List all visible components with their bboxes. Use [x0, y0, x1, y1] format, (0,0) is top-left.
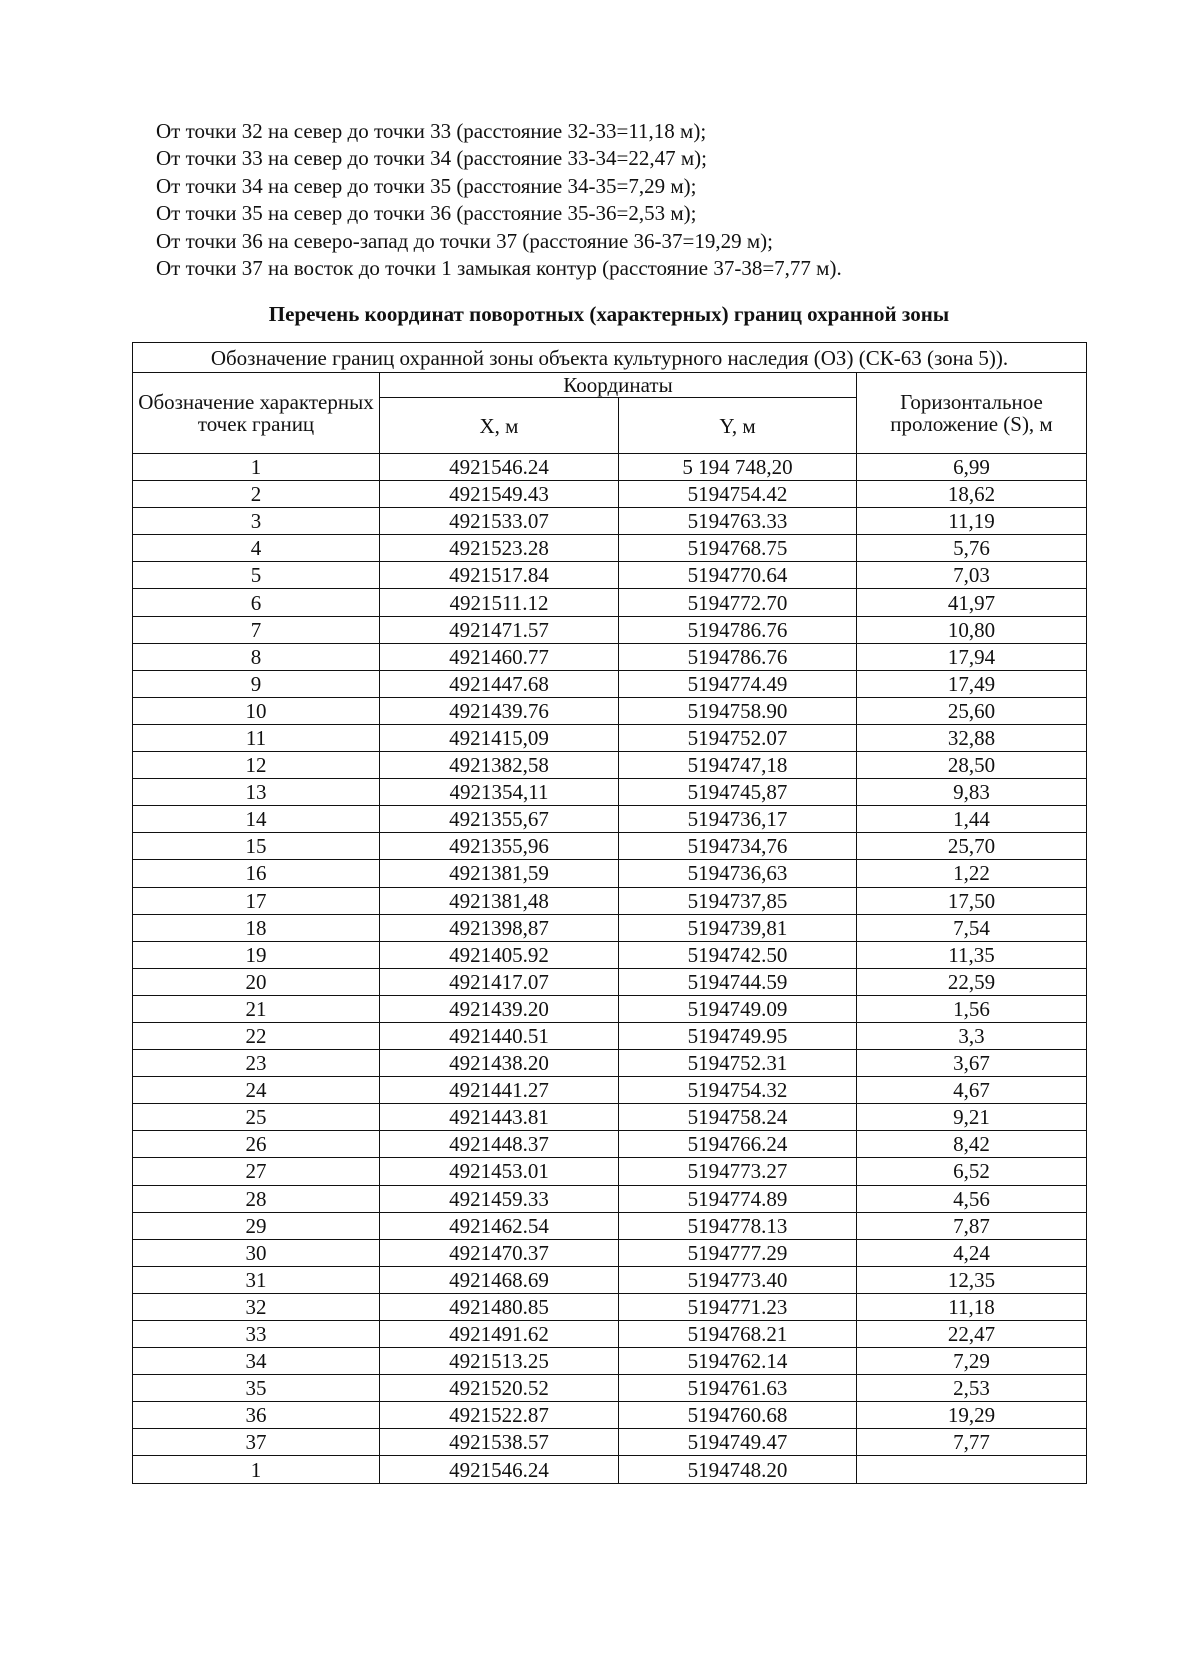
cell-point: 33: [133, 1321, 380, 1348]
cell-y: 5194778.13: [619, 1212, 857, 1239]
cell-y: 5194736,63: [619, 860, 857, 887]
table-row: [133, 589, 1087, 616]
table-row: [133, 724, 1087, 751]
cell-point: 25: [133, 1104, 380, 1131]
cell-y: 5194744.59: [619, 968, 857, 995]
cell-y: 5194749.95: [619, 1022, 857, 1049]
table-row: [133, 616, 1087, 643]
cell-y: 5194737,85: [619, 887, 857, 914]
cell-distance: 4,24: [857, 1239, 1087, 1266]
table-title: Перечень координат поворотных (характерных) границ охранной зоны: [268, 302, 950, 326]
cell-distance: 32,88: [857, 724, 1087, 751]
cell-y: 5194766.24: [619, 1131, 857, 1158]
cell-y: 5194774.49: [619, 670, 857, 697]
cell-y: 5194758.90: [619, 697, 857, 724]
cell-x: 4921438.20: [380, 1050, 619, 1077]
table-row: [133, 562, 1087, 589]
cell-y: 5194752.31: [619, 1050, 857, 1077]
cell-point: 15: [133, 833, 380, 860]
cell-distance: [857, 1456, 1087, 1483]
table-row: [133, 535, 1087, 562]
cell-x: 4921471.57: [380, 616, 619, 643]
table-row: [133, 833, 1087, 860]
cell-distance: 4,56: [857, 1185, 1087, 1212]
cell-distance: 3,67: [857, 1050, 1087, 1077]
cell-x: 4921533.07: [380, 508, 619, 535]
table-row: [133, 1321, 1087, 1348]
table-row: [133, 1212, 1087, 1239]
cell-point: 13: [133, 779, 380, 806]
table-row: [133, 1293, 1087, 1320]
cell-distance: 18,62: [857, 481, 1087, 508]
cell-y: 5194761.63: [619, 1375, 857, 1402]
cell-distance: 7,29: [857, 1348, 1087, 1375]
header-coordinates: Координаты: [380, 373, 857, 398]
table-row: [133, 454, 1087, 481]
cell-point: 31: [133, 1266, 380, 1293]
cell-distance: 12,35: [857, 1266, 1087, 1293]
cell-point: 14: [133, 806, 380, 833]
cell-point: 4: [133, 535, 380, 562]
cell-x: 4921460.77: [380, 643, 619, 670]
cell-point: 26: [133, 1131, 380, 1158]
cell-point: 3: [133, 508, 380, 535]
cell-point: 22: [133, 1022, 380, 1049]
cell-distance: 25,70: [857, 833, 1087, 860]
paragraph-line: От точки 32 на север до точки 33 (расстояние 32-33=11,18 м);: [156, 119, 707, 143]
table-row: [133, 995, 1087, 1022]
header-y: Y, м: [619, 398, 857, 454]
cell-distance: 9,83: [857, 779, 1087, 806]
cell-y: 5194747,18: [619, 752, 857, 779]
table-row: [133, 697, 1087, 724]
header-distance: Горизонтальное проложение (S), м: [857, 373, 1087, 454]
cell-x: 4921440.51: [380, 1022, 619, 1049]
cell-x: 4921441.27: [380, 1077, 619, 1104]
cell-point: 29: [133, 1212, 380, 1239]
table-row: [133, 670, 1087, 697]
cell-x: 4921439.20: [380, 995, 619, 1022]
cell-point: 24: [133, 1077, 380, 1104]
cell-point: 11: [133, 724, 380, 751]
cell-point: 5: [133, 562, 380, 589]
cell-distance: 22,59: [857, 968, 1087, 995]
paragraph-line: От точки 35 на север до точки 36 (расстояние 35-36=2,53 м);: [156, 201, 697, 226]
cell-distance: 7,03: [857, 562, 1087, 589]
cell-point: 17: [133, 887, 380, 914]
cell-y: 5194773.27: [619, 1158, 857, 1185]
paragraph-line: От точки 34 на север до точки 35 (расстояние 34-35=7,29 м);: [156, 173, 697, 198]
table-row: [133, 1402, 1087, 1429]
cell-x: 4921549.43: [380, 481, 619, 508]
cell-point: 23: [133, 1050, 380, 1077]
cell-point: 34: [133, 1348, 380, 1375]
header-point: Обозначение характерных точек границ: [133, 373, 380, 454]
cell-x: 4921398,87: [380, 914, 619, 941]
table-row: [133, 806, 1087, 833]
table-row: [133, 887, 1087, 914]
cell-y: 5194748.20: [619, 1456, 857, 1483]
cell-distance: 22,47: [857, 1321, 1087, 1348]
cell-y: 5194786.76: [619, 643, 857, 670]
cell-distance: 11,18: [857, 1293, 1087, 1320]
coordinates-table: [132, 342, 1087, 1484]
cell-y: 5194786.76: [619, 616, 857, 643]
cell-distance: 17,49: [857, 670, 1087, 697]
cell-y: 5194758.24: [619, 1104, 857, 1131]
cell-y: 5194771.23: [619, 1293, 857, 1320]
table-row: [133, 1104, 1087, 1131]
cell-point: 27: [133, 1158, 380, 1185]
cell-y: 5194777.29: [619, 1239, 857, 1266]
table-row: [133, 1266, 1087, 1293]
cell-point: 28: [133, 1185, 380, 1212]
cell-x: 4921447.68: [380, 670, 619, 697]
cell-distance: 28,50: [857, 752, 1087, 779]
cell-distance: 7,54: [857, 914, 1087, 941]
cell-distance: 25,60: [857, 697, 1087, 724]
cell-distance: 17,50: [857, 887, 1087, 914]
cell-x: 4921491.62: [380, 1321, 619, 1348]
cell-y: 5194745,87: [619, 779, 857, 806]
cell-x: 4921470.37: [380, 1239, 619, 1266]
cell-distance: 10,80: [857, 616, 1087, 643]
cell-distance: 11,19: [857, 508, 1087, 535]
cell-x: 4921381,59: [380, 860, 619, 887]
cell-y: 5194762.14: [619, 1348, 857, 1375]
cell-y: 5194763.33: [619, 508, 857, 535]
table-row: [133, 1158, 1087, 1185]
cell-point: 1: [133, 454, 380, 481]
cell-distance: 41,97: [857, 589, 1087, 616]
cell-distance: 11,35: [857, 941, 1087, 968]
cell-point: 6: [133, 589, 380, 616]
cell-distance: 6,99: [857, 454, 1087, 481]
cell-point: 20: [133, 968, 380, 995]
cell-distance: 9,21: [857, 1104, 1087, 1131]
cell-point: 18: [133, 914, 380, 941]
table-row: [133, 481, 1087, 508]
cell-x: 4921546.24: [380, 454, 619, 481]
cell-point: 19: [133, 941, 380, 968]
cell-y: 5194773.40: [619, 1266, 857, 1293]
cell-point: 7: [133, 616, 380, 643]
table-row: [133, 1050, 1087, 1077]
cell-x: 4921354,11: [380, 779, 619, 806]
cell-point: 37: [133, 1429, 380, 1456]
cell-x: 4921355,67: [380, 806, 619, 833]
table-row: [133, 752, 1087, 779]
cell-y: 5194749.09: [619, 995, 857, 1022]
cell-x: 4921480.85: [380, 1293, 619, 1320]
cell-point: 35: [133, 1375, 380, 1402]
cell-point: 30: [133, 1239, 380, 1266]
table-row: [133, 1077, 1087, 1104]
cell-y: 5194760.68: [619, 1402, 857, 1429]
cell-x: 4921523.28: [380, 535, 619, 562]
paragraph-line: От точки 33 на север до точки 34 (расстояние 33-34=22,47 м);: [156, 146, 707, 171]
table-row: [133, 643, 1087, 670]
cell-y: 5194736,17: [619, 806, 857, 833]
table-row: [133, 968, 1087, 995]
cell-y: 5194742.50: [619, 941, 857, 968]
cell-point: 1: [133, 1456, 380, 1483]
table-row: [133, 941, 1087, 968]
table-row: [133, 860, 1087, 887]
boundary-description: [156, 118, 842, 282]
table-row: [133, 1239, 1087, 1266]
cell-distance: 6,52: [857, 1158, 1087, 1185]
cell-point: 10: [133, 697, 380, 724]
cell-distance: 5,76: [857, 535, 1087, 562]
cell-y: 5 194 748,20: [619, 454, 857, 481]
table-row: [133, 1131, 1087, 1158]
cell-x: 4921382,58: [380, 752, 619, 779]
cell-x: 4921538.57: [380, 1429, 619, 1456]
table-row: [133, 1375, 1087, 1402]
table-caption: Обозначение границ охранной зоны объекта культурного наследия (ОЗ) (СК-63 (зона 5)).: [133, 343, 1087, 373]
table-row: [133, 1022, 1087, 1049]
cell-distance: 1,56: [857, 995, 1087, 1022]
cell-distance: 2,53: [857, 1375, 1087, 1402]
cell-x: 4921513.25: [380, 1348, 619, 1375]
cell-distance: 8,42: [857, 1131, 1087, 1158]
cell-y: 5194768.75: [619, 535, 857, 562]
cell-x: 4921453.01: [380, 1158, 619, 1185]
cell-x: 4921517.84: [380, 562, 619, 589]
cell-x: 4921511.12: [380, 589, 619, 616]
cell-y: 5194734,76: [619, 833, 857, 860]
cell-x: 4921448.37: [380, 1131, 619, 1158]
paragraph-line: От точки 36 на северо-запад до точки 37 (расстояние 36-37=19,29 м);: [156, 228, 774, 253]
cell-x: 4921381,48: [380, 887, 619, 914]
cell-distance: 17,94: [857, 643, 1087, 670]
cell-point: 32: [133, 1293, 380, 1320]
cell-distance: 1,44: [857, 806, 1087, 833]
table-row: [133, 1456, 1087, 1483]
cell-x: 4921546.24: [380, 1456, 619, 1483]
cell-x: 4921405.92: [380, 941, 619, 968]
paragraph-line: От точки 37 на восток до точки 1 замыкая контур (расстояние 37-38=7,77 м).: [156, 256, 842, 281]
cell-y: 5194772.70: [619, 589, 857, 616]
header-x: X, м: [380, 398, 619, 454]
cell-y: 5194749.47: [619, 1429, 857, 1456]
table-row: [133, 779, 1087, 806]
cell-y: 5194770.64: [619, 562, 857, 589]
table-row: [133, 1429, 1087, 1456]
cell-distance: 4,67: [857, 1077, 1087, 1104]
cell-distance: 19,29: [857, 1402, 1087, 1429]
table-row: [133, 1348, 1087, 1375]
table-row: [133, 914, 1087, 941]
cell-point: 21: [133, 995, 380, 1022]
table-row: [133, 1185, 1087, 1212]
cell-y: 5194754.32: [619, 1077, 857, 1104]
cell-x: 4921443.81: [380, 1104, 619, 1131]
cell-x: 4921468.69: [380, 1266, 619, 1293]
cell-distance: 1,22: [857, 860, 1087, 887]
cell-y: 5194752.07: [619, 724, 857, 751]
cell-y: 5194739,81: [619, 914, 857, 941]
cell-distance: 7,77: [857, 1429, 1087, 1456]
cell-x: 4921355,96: [380, 833, 619, 860]
cell-point: 36: [133, 1402, 380, 1429]
cell-point: 16: [133, 860, 380, 887]
cell-x: 4921522.87: [380, 1402, 619, 1429]
cell-x: 4921520.52: [380, 1375, 619, 1402]
cell-point: 2: [133, 481, 380, 508]
cell-x: 4921439.76: [380, 697, 619, 724]
cell-x: 4921462.54: [380, 1212, 619, 1239]
cell-x: 4921459.33: [380, 1185, 619, 1212]
cell-y: 5194754.42: [619, 481, 857, 508]
cell-x: 4921415,09: [380, 724, 619, 751]
cell-distance: 7,87: [857, 1212, 1087, 1239]
cell-point: 8: [133, 643, 380, 670]
cell-point: 9: [133, 670, 380, 697]
table-row: [133, 508, 1087, 535]
cell-x: 4921417.07: [380, 968, 619, 995]
cell-distance: 3,3: [857, 1022, 1087, 1049]
cell-y: 5194768.21: [619, 1321, 857, 1348]
cell-point: 12: [133, 752, 380, 779]
cell-y: 5194774.89: [619, 1185, 857, 1212]
